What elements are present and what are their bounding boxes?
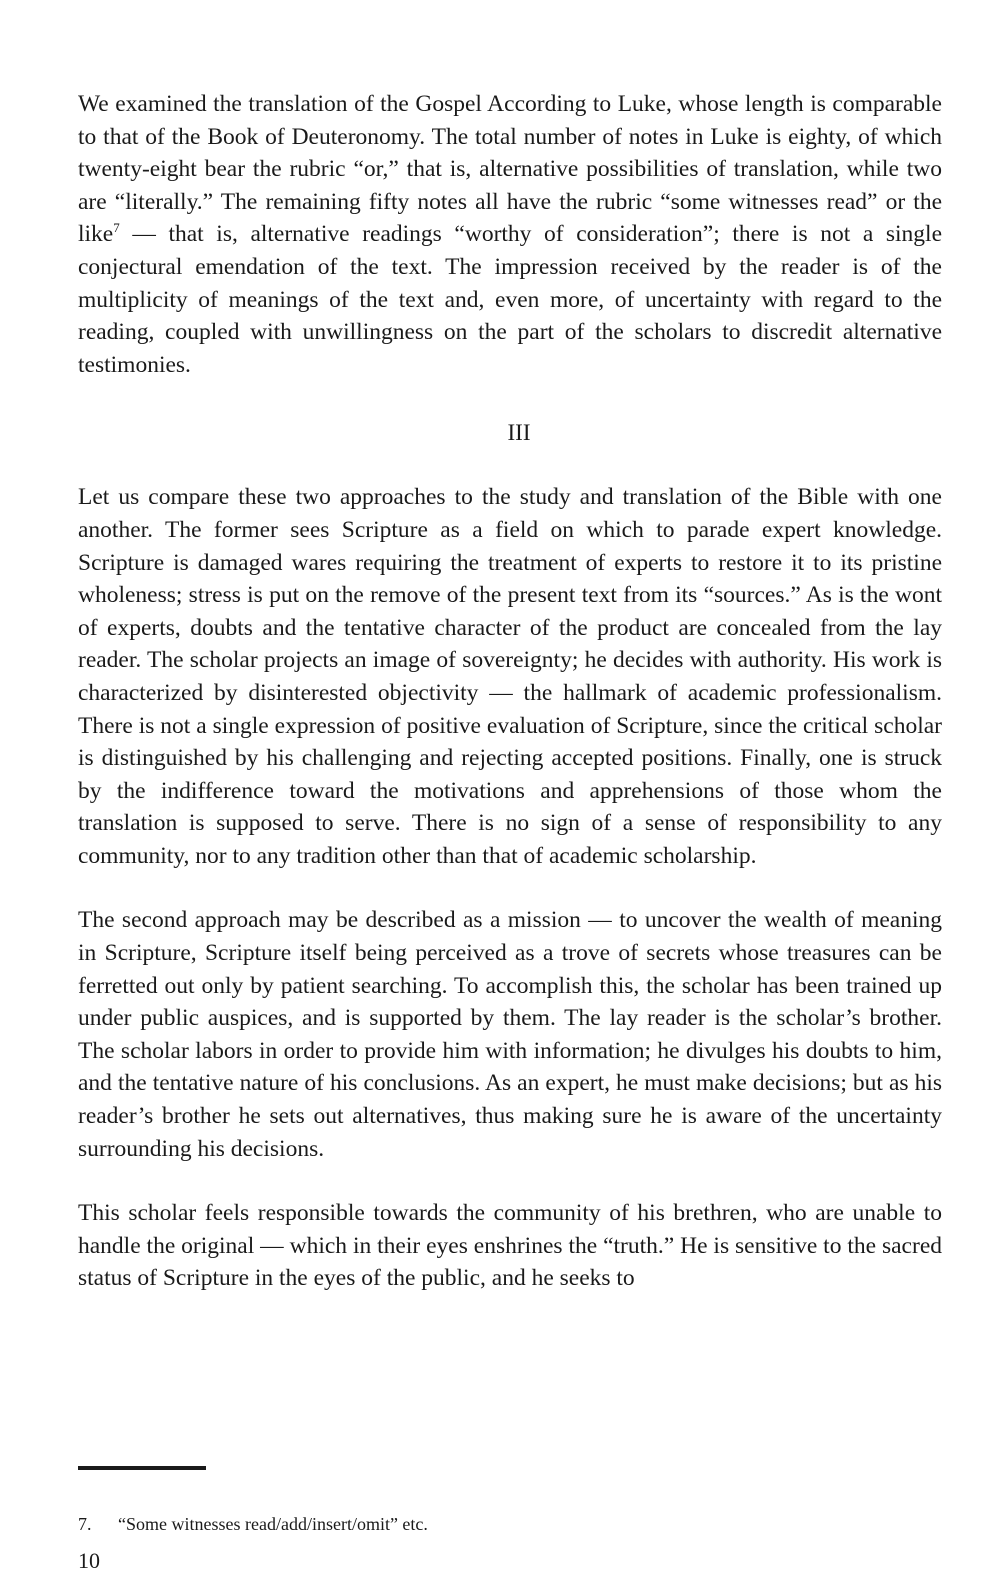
footnote-text: “Some witnesses read/add/insert/omit” etc. <box>118 1514 428 1534</box>
body-paragraph-2: Let us compare these two approaches to the study and translation of the Bible with one another. The former sees Scripture as a field on which to parade expert knowledge. Scripture is damaged wares requiring the treatment of experts to restore it to its pristine wholeness; stress is put on the remove of the present text from its “sources.” As is the wont of experts, doubts and the tentative character of the product are concealed from the lay reader. The scholar projects an image of sovereignty; he decides with authority. His work is characterized by disinterested objectivity — the hallmark of academic professionalism. There is not a single expression of positive evaluation of Scripture, since the critical scholar is distinguished by his challenging and rejecting accepted positions. Finally, one is struck by the indifference toward the motivations and apprehensions of those whom the translation is supposed to serve. There is no sign of a sense of responsibility to any community, nor to any tradition other than that of academic scholarship. <box>78 484 942 869</box>
page-number: 10 <box>78 1548 100 1573</box>
paragraph-1-text: We examined the translation of the Gospel According to Luke, whose length is comparable to that of the Book of Deuteronomy. The total number of notes in Luke is eighty, of which twenty-eight bear the rubric “or,” that is, alternative possibilities of translation, while two are “literally.” The remaining fifty notes all have the rubric “some witnesses read” or the like <box>78 91 942 248</box>
body-paragraph-3: The second approach may be described as a mission — to uncover the wealth of meaning in Scripture, Scripture itself being perceived as a trove of secrets whose treasures can be ferretted out only by patient searching. To accomplish this, the scholar has been trained up under public auspices, and is supported by them. The lay reader is the scholar’s brother. The scholar labors in order to provide him with information; he divulges his doubts to him, and the tentative nature of his conclusions. As an expert, he must make decisions; but as his reader’s brother he sets out alternatives, thus making sure he is aware of the uncertainty surrounding his decisions. <box>78 907 942 1162</box>
section-heading: III <box>507 420 531 446</box>
body-paragraph-4: This scholar feels responsible towards the community of his brethren, who are unable to handle the original — which in their eyes enshrines the “truth.” He is sensitive to the sacred status of Scripture in the eyes of the public, and he seeks to <box>78 1200 942 1292</box>
footnote-number: 7. <box>78 1514 92 1534</box>
body-paragraph-1 <box>78 88 942 381</box>
paragraph-1-continuation: — that is, alternative readings “worthy of consideration”; there is not a single conjectural emendation of the text. The impression received by the reader is of the multiplicity of meanings of the text and, even more, of uncertainty with regard to the reading, coupled with unwillingness on the part of the scholars to discredit alternative testimonies. <box>78 221 942 378</box>
footnote-separator-rule <box>78 1466 206 1470</box>
footnote-reference-7[interactable]: 7 <box>113 220 120 236</box>
page-body <box>78 88 942 1295</box>
footnote <box>78 1512 428 1536</box>
